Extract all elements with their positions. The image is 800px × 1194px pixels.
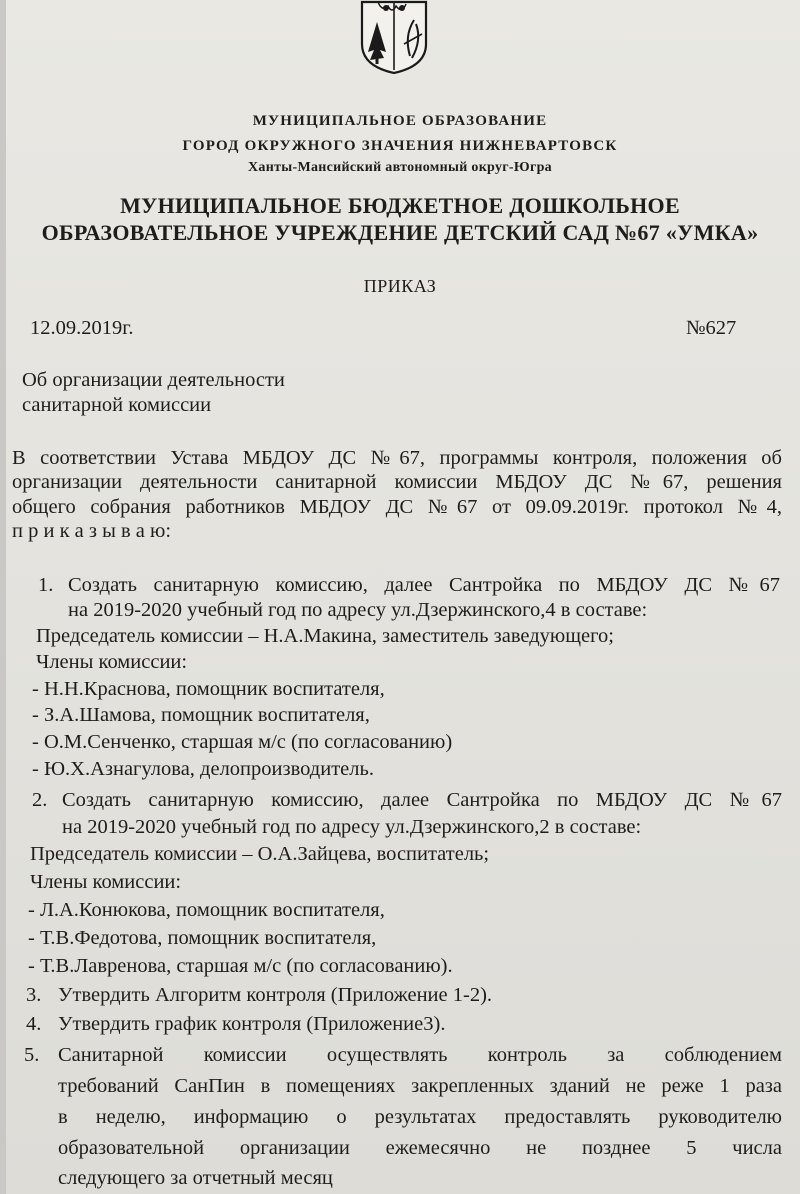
preamble-line-3: общего собрания работников МБДОУ ДС №67 от 09.09.2019г. протокол №4, — [12, 496, 782, 518]
item-5-line-4: образовательной организации ежемесячно не позднее 5 числа — [58, 1137, 782, 1159]
item-1-line-1: Создать санитарную комиссию, далее Сантройка по МБДОУ ДС №67 — [68, 574, 780, 596]
item-4-number: 4. — [26, 1013, 42, 1035]
item-5-line-2: требований СанПин в помещениях закрепленных зданий не реже 1 раза — [58, 1075, 782, 1097]
item-2-line-2: на 2019-2020 учебный год по адресу ул.Дзержинского,2 в составе: — [62, 816, 642, 838]
item-5-line-1: Санитарной комиссии осуществлять контроль за соблюдением — [58, 1044, 782, 1066]
preamble-command: п р и к а з ы в а ю: — [12, 520, 172, 542]
org-name-line1: МУНИЦИПАЛЬНОЕ БЮДЖЕТНОЕ ДОШКОЛЬНОЕ — [120, 193, 680, 218]
subject-line-1: Об организации деятельности — [22, 369, 285, 391]
preamble-line-1: В соответствии Устава МБДОУ ДС №67, программы контроля, положения об — [12, 447, 782, 469]
header-region: Ханты-Мансийский автономный округ-Югра — [248, 160, 552, 175]
doc-type-title: ПРИКАЗ — [363, 276, 437, 296]
item-1-chair: Председатель комиссии – Н.А.Макина, заместитель заведующего; — [36, 625, 614, 647]
item-5-line-5: следующего за отчетный месяц — [58, 1167, 333, 1189]
org-name-line2: ОБРАЗОВАТЕЛЬНОЕ УЧРЕЖДЕНИЕ ДЕТСКИЙ САД №67 «УМКА» — [41, 220, 759, 245]
order-date: 12.09.2019г. — [30, 317, 134, 339]
item-2-member-3: - Т.В.Лавренова, старшая м/с (по согласованию). — [28, 955, 453, 977]
header-municipality: МУНИЦИПАЛЬНОЕ ОБРАЗОВАНИЕ — [252, 113, 548, 129]
item-2-chair: Председатель комиссии – О.А.Зайцева, воспитатель; — [30, 843, 490, 865]
item-4-line-1: Утвердить график контроля (Приложение3). — [58, 1013, 446, 1035]
item-2-member-2: - Т.В.Федотова, помощник воспитателя, — [28, 927, 377, 949]
item-1-number: 1. — [38, 574, 54, 596]
item-3-number: 3. — [26, 984, 42, 1006]
item-1-member-2: - З.А.Шамова, помощник воспитателя, — [32, 704, 370, 726]
item-2-member-1: - Л.А.Конюкова, помощник воспитателя, — [28, 899, 385, 921]
item-5-line-3: в неделю, информацию о результатах предоставлять руководителю — [58, 1106, 782, 1128]
item-2-number: 2. — [32, 789, 48, 811]
header-city: ГОРОД ОКРУЖНОГО ЗНАЧЕНИЯ НИЖНЕВАРТОВСК — [182, 138, 618, 154]
coat-of-arms-emblem — [356, 0, 432, 74]
item-2-line-1: Создать санитарную комиссию, далее Сантройка по МБДОУ ДС №67 — [62, 789, 782, 811]
preamble-line-2: организации деятельности санитарной комиссии МБДОУ ДС №67, решения — [12, 471, 782, 493]
item-1-member-4: - Ю.Х.Азнагулова, делопроизводитель. — [32, 758, 374, 780]
order-number: №627 — [686, 317, 737, 339]
item-2-members-label: Члены комиссии: — [30, 871, 182, 893]
item-5-number: 5. — [24, 1044, 40, 1066]
subject-line-2: санитарной комиссии — [22, 394, 212, 416]
item-1-members-label: Члены комиссии: — [36, 651, 188, 673]
item-1-member-3: - О.М.Сенченко, старшая м/с (по согласованию) — [32, 731, 453, 753]
item-3-line-1: Утвердить Алгоритм контроля (Приложение 1-2). — [58, 984, 493, 1006]
item-1-line-2: на 2019-2020 учебный год по адресу ул.Дзержинского,4 в составе: — [68, 599, 648, 621]
item-1-member-1: - Н.Н.Краснова, помощник воспитателя, — [32, 678, 385, 700]
